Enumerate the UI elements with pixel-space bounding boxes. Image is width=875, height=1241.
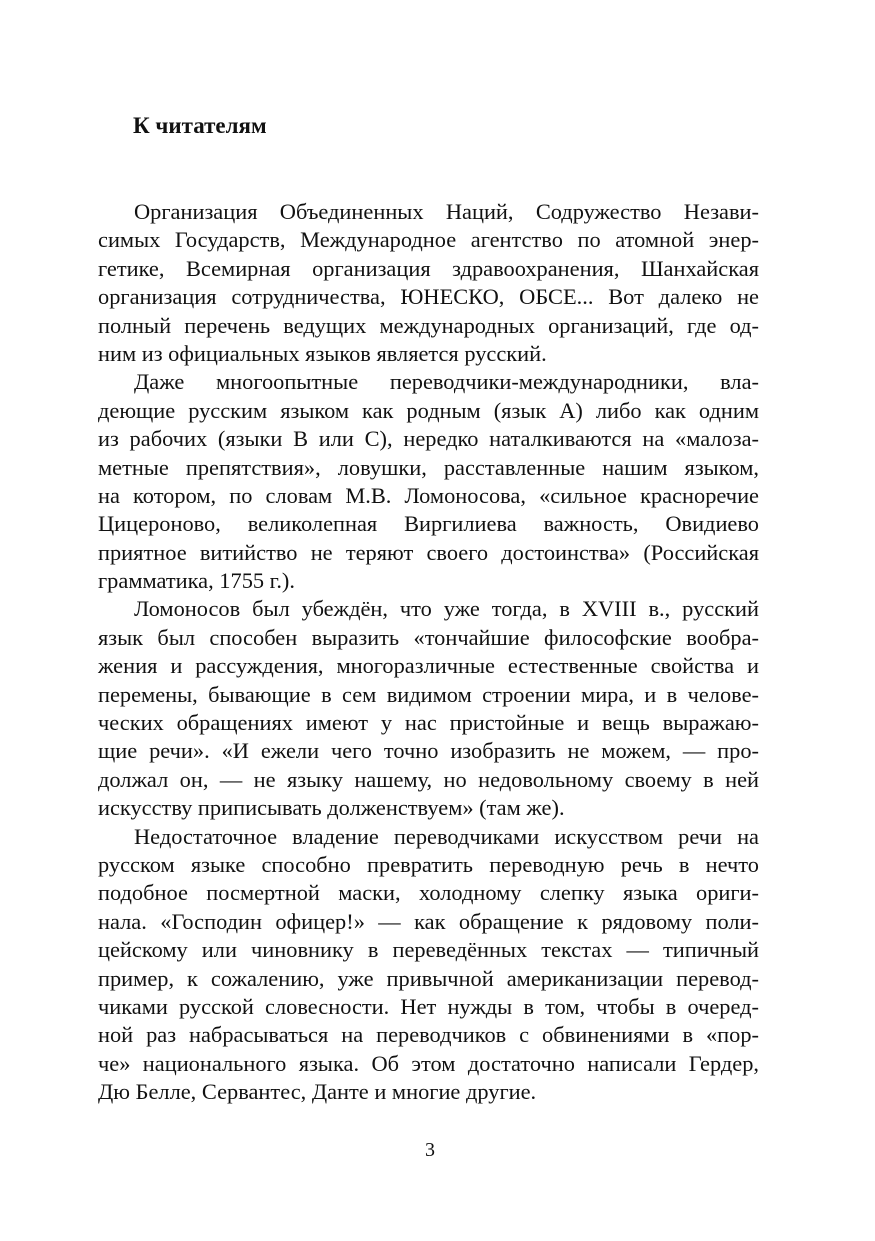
text-line: язык был способен выразить «тончайшие философские вообра- [98,624,759,650]
page-number: 3 [425,1139,435,1161]
paragraph-2 [98,368,759,595]
text-line: полный перечень ведущих международных организаций, где од- [98,312,759,338]
text-line: Цицероново, великолепная Виргилиева важность, Овидиево [98,511,759,537]
text-line: организация сотрудничества, ЮНЕСКО, ОБСЕ... Вот далеко не [98,284,759,310]
text-line: перемены, бывающие в сем видимом строении мира, и в челове- [98,681,759,707]
text-line: чиками русской словесности. Нет нужды в том, чтобы в очеред- [98,993,759,1019]
text-line: на котором, по словам М.В. Ломоносова, «сильное красноречие [98,482,759,508]
text-line: Организация Объединенных Наций, Содружество Незави- [134,199,759,224]
page-heading: К читателям [133,113,267,138]
paragraph-4 [98,823,759,1107]
text-line: деющие русским языком как родным (язык А) либо как одним [98,397,759,423]
paragraph-1 [98,198,759,368]
text-line: симых Государств, Международное агентство по атомной энер- [98,227,759,253]
text-line: приятное витийство не теряют своего достоинства» (Российская [98,539,759,565]
text-line: гетике, Всемирная организация здравоохранения, Шанхайская [98,255,759,281]
text-line: Дю Белле, Сервантес, Данте и многие другие. [98,1079,537,1105]
text-line: щие речи». «И ежели чего точно изобразить не можем, — про- [98,738,759,764]
text-line: из рабочих (языки В или С), нередко наталкиваются на «малоза- [98,426,759,452]
text-line: должал он, — не языку нашему, но недовольному своему в ней [98,766,759,792]
paragraph-3 [98,595,759,822]
text-line: нала. «Господин офицер!» — как обращение к рядовому поли- [98,908,759,934]
text-line: пример, к сожалению, уже привычной американизации перевод- [98,965,759,991]
text-line: ним из официальных языков является русский. [98,340,547,366]
text-line: подобное посмертной маски, холодному слепку языка ориги- [98,880,759,906]
text-line: ческих обращениях имеют у нас пристойные и вещь выражаю- [98,710,759,736]
text-line: цейскому или чиновнику в переведённых текстах — типичный [98,937,759,963]
text-line: русском языке способно превратить переводную речь в нечто [98,851,759,877]
text-line: Недостаточное владение переводчиками искусством речи на [134,823,759,849]
text-line: Даже многоопытные переводчики-международники, вла- [134,369,759,395]
body-text [98,198,759,1107]
text-line: ной раз набрасываться на переводчиков с обвинениями в «пор- [98,1022,759,1048]
text-line: метные препятствия», ловушки, расставленные нашим языком, [98,454,759,480]
text-line: искусству приписывать долженствуем» (там же). [98,795,565,821]
text-line: че» национального языка. Об этом достаточно написали Гердер, [98,1050,759,1076]
text-line: жения и рассуждения, многоразличные естественные свойства и [98,653,759,679]
text-line: Ломоносов был убеждён, что уже тогда, в XVIII в., русский [134,596,759,622]
text-line: грамматика, 1755 г.). [98,568,295,594]
